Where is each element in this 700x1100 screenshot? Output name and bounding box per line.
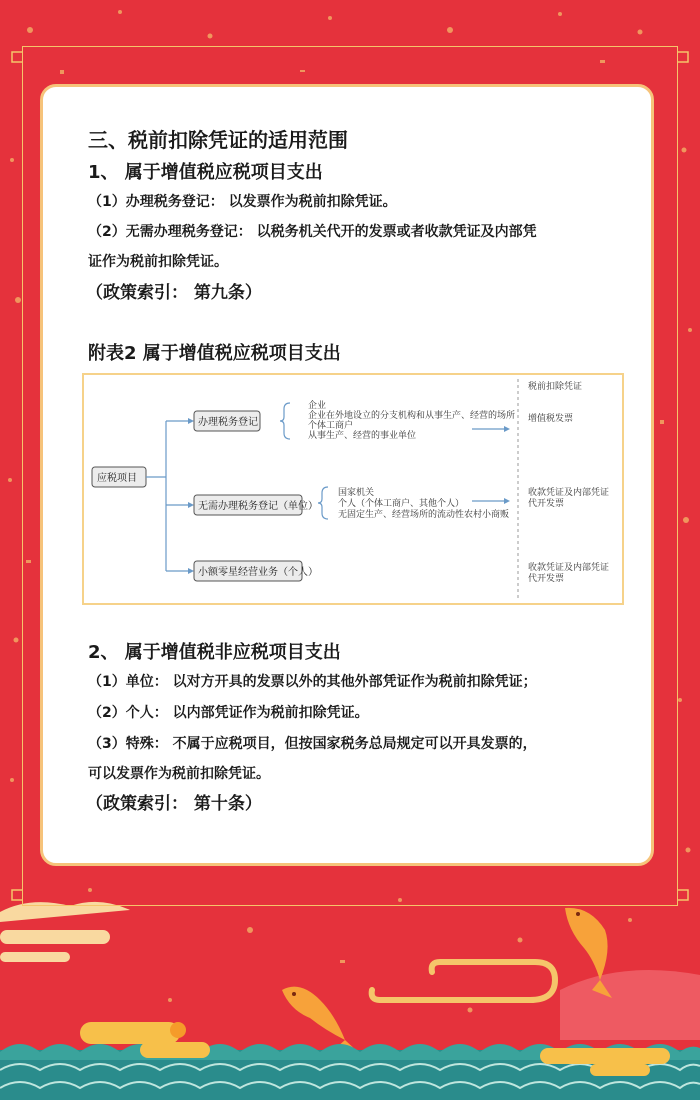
diagram-result2-arrowhead bbox=[504, 498, 510, 504]
diagram-branch2-detail: 无固定生产、经营场所的流动性农村小商贩 bbox=[338, 510, 510, 520]
part2-item1: （1）单位： 以对方开具的发票以外的其他外部凭证作为税前扣除凭证； bbox=[88, 674, 537, 690]
appendix-title: 附表2 属于增值税应税项目支出 bbox=[88, 343, 341, 364]
diagram-root-label: 应税项目 bbox=[97, 473, 137, 484]
diagram-result2-line2: 代开发票 bbox=[528, 499, 565, 509]
koi-fish-left-icon bbox=[282, 987, 358, 1052]
diagram-result1-arrowhead bbox=[504, 426, 510, 432]
diagram-result1: 增值税发票 bbox=[528, 414, 574, 424]
diagram-branch1-detail: 企业在外地设立的分支机构和从事生产、经营的场所 bbox=[308, 411, 516, 421]
part1-item1: （1）办理税务登记： 以发票作为税前扣除凭证。 bbox=[88, 194, 397, 210]
diagram-branch2-label: 无需办理税务登记（单位） bbox=[198, 501, 318, 512]
part2-item2: （2）个人： 以内部凭证作为税前扣除凭证。 bbox=[88, 705, 369, 721]
part2-policy-citation: （政策索引： 第十条） bbox=[86, 794, 262, 814]
diagram-connectors bbox=[146, 421, 188, 571]
cloud-left-icon bbox=[0, 902, 130, 962]
diagram-result2-line1: 收款凭证及内部凭证 bbox=[528, 488, 610, 498]
cloud-swirl-icon bbox=[372, 962, 555, 1000]
diagram-branch2-bracket bbox=[318, 487, 328, 519]
tax-item-diagram bbox=[82, 373, 624, 605]
diagram-branch1-detail: 企业 bbox=[308, 401, 327, 411]
diagram-branch1-detail: 个体工商户 bbox=[308, 421, 354, 431]
part2-item3-line2: 可以发票作为税前扣除凭证。 bbox=[88, 766, 270, 782]
part1-item2-line1: （2）无需办理税务登记： 以税务机关代开的发票或者收款凭证及内部凭 bbox=[88, 224, 537, 240]
diagram-result3-line1: 收款凭证及内部凭证 bbox=[528, 563, 610, 573]
diagram-branch1-detail: 从事生产、经营的事业单位 bbox=[308, 431, 417, 441]
section-title: 三、税前扣除凭证的适用范围 bbox=[88, 128, 348, 152]
diagram-arrowheads bbox=[188, 418, 194, 574]
cloud-right-icon bbox=[560, 970, 700, 1040]
diagram-branch2-detail: 国家机关 bbox=[338, 488, 375, 498]
part1-item2-line2: 证作为税前扣除凭证。 bbox=[88, 254, 228, 270]
diagram-branch1-label: 办理税务登记 bbox=[198, 417, 258, 428]
diagram-result3-line2: 代开发票 bbox=[528, 574, 565, 584]
part1-policy-citation: （政策索引： 第九条） bbox=[86, 283, 262, 303]
part2-item3-line1: （3）特殊： 不属于应税项目，但按国家税务总局规定可以开具发票的， bbox=[88, 736, 537, 752]
diagram-branch2-detail: 个人（个体工商户、其他个人） bbox=[338, 499, 465, 509]
diagram-branch3-label: 小额零星经营业务（个人） bbox=[198, 567, 318, 578]
diagram-right-header: 税前扣除凭证 bbox=[528, 382, 583, 392]
diagram-svg bbox=[84, 375, 622, 603]
part1-heading: 1、 属于增值税应税项目支出 bbox=[88, 162, 323, 183]
diagram-branch1-bracket bbox=[280, 403, 290, 439]
part2-heading: 2、 属于增值税非应税项目支出 bbox=[88, 642, 341, 663]
